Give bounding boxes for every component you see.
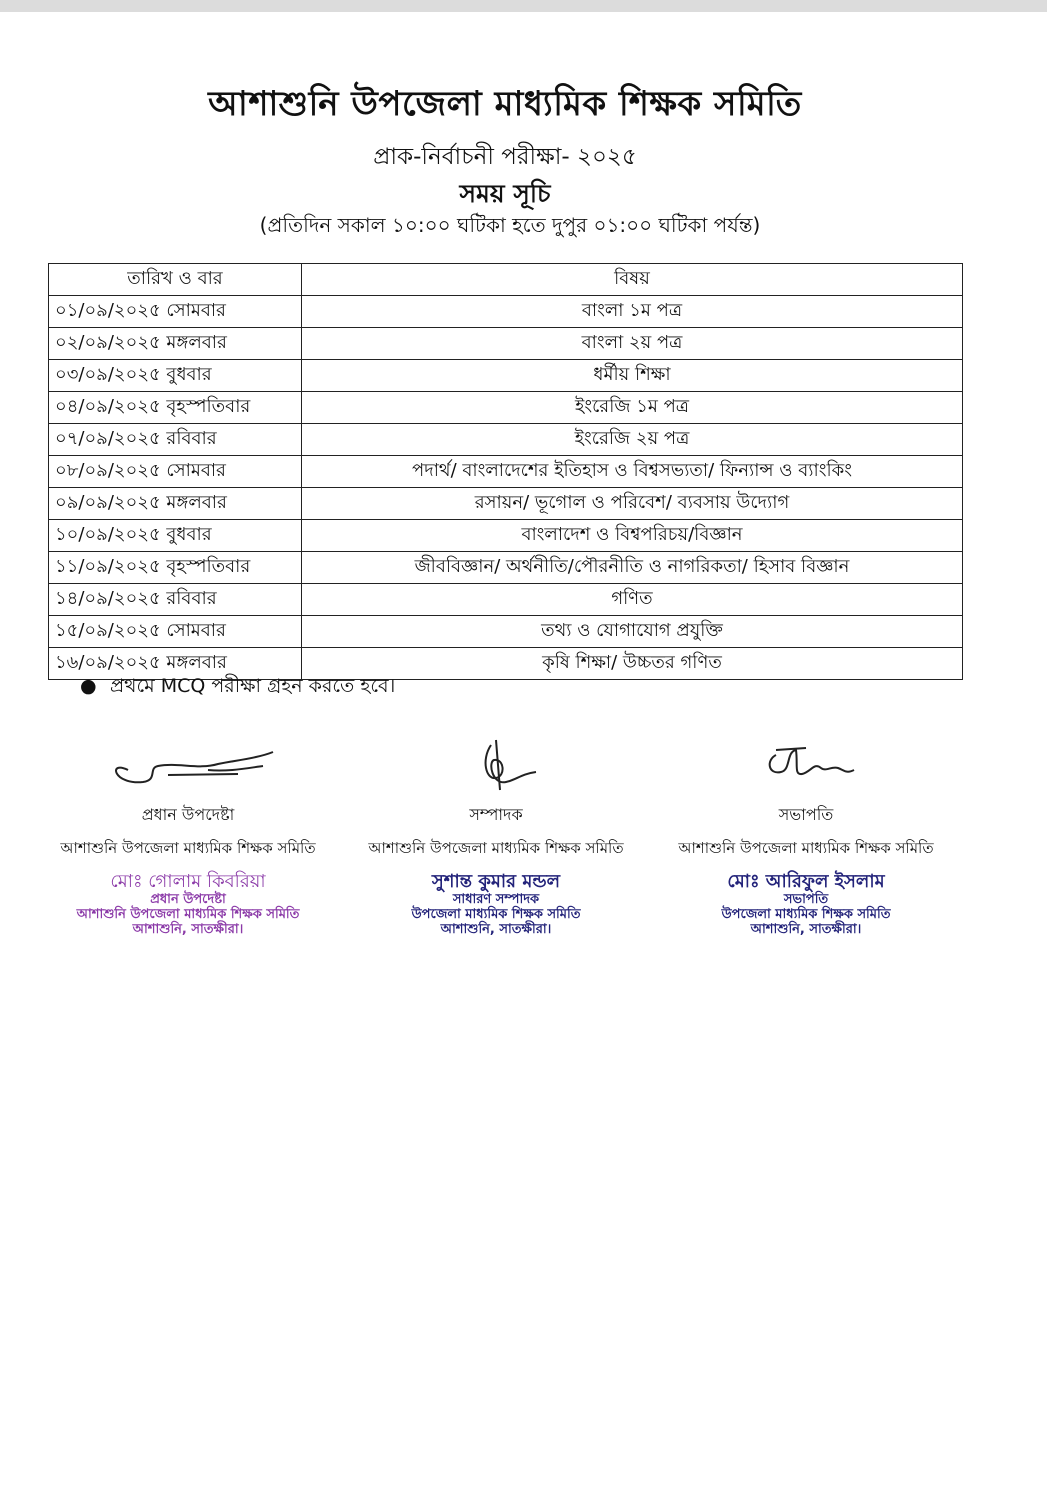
table-row [49,456,963,488]
schedule-table [48,263,963,680]
subject-cell: ইংরেজি ১ম পত্র [302,392,963,424]
stamp-name: মোঃ আরিফুল ইসলাম [727,871,885,892]
schedule-heading: সময় সূচি [459,179,551,208]
table-row [49,296,963,328]
seal-stamp [656,872,956,938]
stamp-place: আশাশুনি, সাতক্ষীরা। [750,921,862,937]
mcq-note [80,672,395,704]
table-row [49,328,963,360]
subject-cell: বাংলা ২য় পত্র [302,328,963,360]
subject-cell: পদার্থ/ বাংলাদেশের ইতিহাস ও বিশ্বসভ্যতা/ ফিন্যান্স ও ব্যাংকিং [302,456,963,488]
signatory-secretary [346,730,646,938]
subject-cell: ইংরেজি ২য় পত্র [302,424,963,456]
page-title: আশাশুনি উপজেলা মাধ্যমিক শিক্ষক সমিতি [208,84,802,124]
table-row [49,488,963,520]
table-row [49,552,963,584]
stamp-role: সাধারণ সম্পাদক [452,891,540,907]
signatory-role: প্রধান উপদেষ্টা [141,805,235,824]
exam-name: প্রাক-নির্বাচনী পরীক্ষা- ২০২৫ [373,144,637,170]
signatory-chief-advisor [38,730,338,938]
stamp-org: উপজেলা মাধ্যমিক শিক্ষক সমিতি [411,906,581,922]
date-cell: ০৩/০৯/২০২৫ বুধবার [49,360,302,392]
date-cell: ০৯/০৯/২০২৫ মঙ্গলবার [49,488,302,520]
subject-cell: ধর্মীয় শিক্ষা [302,360,963,392]
date-cell: ০১/০৯/২০২৫ সোমবার [49,296,302,328]
stamp-name: সুশান্ত কুমার মন্ডল [431,871,561,892]
top-bar [0,0,1047,12]
signatory-org: আশাশুনি উপজেলা মাধ্যমিক শিক্ষক সমিতি [60,839,316,857]
stamp-role: প্রধান উপদেষ্টা [150,891,226,907]
subject-cell: তথ্য ও যোগাযোগ প্রযুক্তি [302,616,963,648]
bullet-icon: ● [80,675,97,697]
subject-cell: বাংলা ১ম পত্র [302,296,963,328]
table-header-row [49,264,963,296]
table-row [49,520,963,552]
signatory-org: আশাশুনি উপজেলা মাধ্যমিক শিক্ষক সমিতি [678,839,934,857]
exam-time-note: (প্রতিদিন সকাল ১০:০০ ঘটিকা হতে দুপুর ০১:০০ ঘটিকা পর্যন্ত) [259,213,761,237]
stamp-name: মোঃ গোলাম কিবরিয়া [110,871,266,892]
signature-image [706,730,906,800]
stamp-place: আশাশুনি, সাতক্ষীরা। [132,921,244,937]
date-cell: ১৬/০৯/২০২৫ মঙ্গলবার [49,648,302,680]
date-cell: ০৭/০৯/২০২৫ রবিবার [49,424,302,456]
column-header-subject: বিষয় [302,264,963,296]
table-row [49,616,963,648]
signature-image [396,730,596,800]
seal-stamp [38,872,338,938]
signature-image [88,730,288,800]
subject-cell: জীববিজ্ঞান/ অর্থনীতি/পৌরনীতি ও নাগরিকতা/ হিসাব বিজ্ঞান [302,552,963,584]
note-text: প্রথমে MCQ পরীক্ষা গ্রহন করতে হবে। [110,675,396,697]
table-row [49,392,963,424]
table-row [49,424,963,456]
column-header-date: তারিখ ও বার [49,264,302,296]
subject-cell: কৃষি শিক্ষা/ উচ্চতর গণিত [302,648,963,680]
subject-cell: গণিত [302,584,963,616]
stamp-place: আশাশুনি, সাতক্ষীরা। [440,921,552,937]
date-cell: ০৮/০৯/২০২৫ সোমবার [49,456,302,488]
signatory-role: সম্পাদক [469,805,523,824]
table-row [49,360,963,392]
date-cell: ১৫/০৯/২০২৫ সোমবার [49,616,302,648]
signatory-role: সভাপতি [778,805,834,824]
table-row [49,584,963,616]
date-cell: ০৪/০৯/২০২৫ বৃহস্পতিবার [49,392,302,424]
date-cell: ০২/০৯/২০২৫ মঙ্গলবার [49,328,302,360]
stamp-org: উপজেলা মাধ্যমিক শিক্ষক সমিতি [721,906,891,922]
stamp-org: আশাশুনি উপজেলা মাধ্যমিক শিক্ষক সমিতি [76,906,300,922]
date-cell: ১১/০৯/২০২৫ বৃহস্পতিবার [49,552,302,584]
subject-cell: বাংলাদেশ ও বিশ্বপরিচয়/বিজ্ঞান [302,520,963,552]
date-cell: ১৪/০৯/২০২৫ রবিবার [49,584,302,616]
stamp-role: সভাপতি [783,891,829,907]
date-cell: ১০/০৯/২০২৫ বুধবার [49,520,302,552]
signatory-org: আশাশুনি উপজেলা মাধ্যমিক শিক্ষক সমিতি [368,839,624,857]
subject-cell: রসায়ন/ ভূগোল ও পরিবেশ/ ব্যবসায় উদ্যোগ [302,488,963,520]
signatory-president [656,730,956,938]
seal-stamp [346,872,646,938]
